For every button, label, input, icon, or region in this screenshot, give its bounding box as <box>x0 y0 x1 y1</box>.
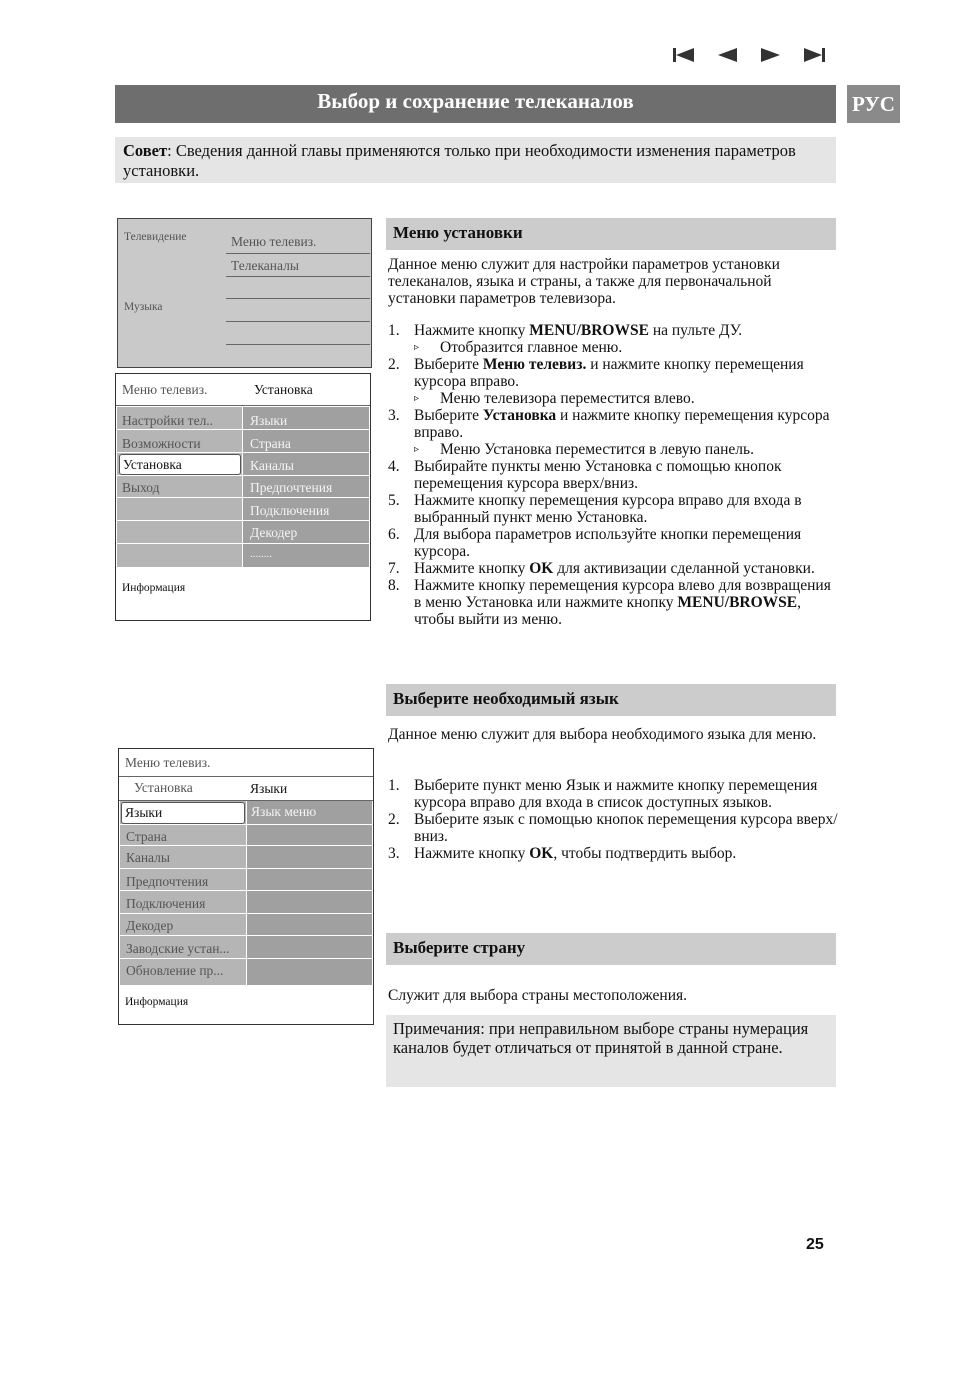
step-number: 2. <box>388 811 400 828</box>
section-intro: Данное меню служит для выбора необходимого языка для меню. <box>388 726 817 743</box>
step-text: Нажмите кнопку <box>414 845 530 862</box>
step-text: для активизации сделанной установки. <box>553 560 815 577</box>
step-item <box>388 777 838 811</box>
note-text: Примечания: при неправильном выборе страны нумерация каналов будет отличаться от принятой в данной стране. <box>393 1019 809 1057</box>
step-text: Нажмите кнопку перемещения курсора влево для возвращения в меню Установка или нажмите кнопку <box>414 577 831 611</box>
row-divider <box>117 452 369 453</box>
previous-icon[interactable] <box>716 44 740 66</box>
step-text: на пульте ДУ. <box>648 322 743 339</box>
step-number: 8. <box>388 577 400 594</box>
row-divider <box>120 958 372 959</box>
tip-body: : Сведения данной главы применяются только при необходимости изменения параметров установки. <box>123 141 796 180</box>
step-bold-text: MENU/BROWSE <box>529 322 649 339</box>
tip-text <box>123 141 823 181</box>
menu-header-tv-menu: Меню телевиз. <box>122 382 208 397</box>
menu-item-tv-settings[interactable]: Настройки тел.. <box>122 413 214 428</box>
section-intro: Служит для выбора страны местоположения. <box>388 987 688 1004</box>
submenu-item-preferences[interactable]: Предпочтения <box>250 480 333 495</box>
menu-item-tv-menu: Меню телевиз. <box>231 234 317 249</box>
step-item <box>388 560 838 577</box>
language-steps-list <box>388 777 838 862</box>
menu-item-music: Музыка <box>124 301 163 313</box>
result-arrow-icon: ▹ <box>414 444 420 455</box>
step-result <box>414 441 838 458</box>
submenu-item-channels[interactable]: Каналы <box>250 458 294 473</box>
step-result-text: Меню телевизора переместится влево. <box>440 390 695 407</box>
menu-header-setup: Установка <box>254 382 313 397</box>
section-header-country <box>386 933 836 965</box>
menu-info: Информация <box>122 582 186 594</box>
result-arrow-icon: ▹ <box>414 342 420 353</box>
row-divider <box>117 520 369 521</box>
title-bar <box>115 85 836 123</box>
submenu-item-country[interactable]: Страна <box>250 436 291 451</box>
step-item <box>388 492 838 526</box>
section-title: Выберите необходимый язык <box>393 689 619 708</box>
step-text: Нажмите кнопку перемещения курсора вправо для входа в выбранный пункт меню Установка. <box>414 492 802 526</box>
menu-info: Информация <box>125 996 189 1008</box>
divider <box>119 776 373 777</box>
tip-label: Совет <box>123 141 168 160</box>
page-navigation <box>668 44 830 68</box>
result-arrow-icon: ▹ <box>414 393 420 404</box>
menu-item-software-update[interactable]: Обновление пр... <box>126 963 224 978</box>
step-text: Выберите язык с помощью кнопок перемещения курсора вверх/вниз. <box>414 811 838 845</box>
tv-menu-screen-main <box>117 218 372 368</box>
menu-item-country[interactable]: Страна <box>126 829 167 844</box>
menu-header-setup: Установка <box>134 780 193 795</box>
row-divider <box>120 824 372 825</box>
step-bold-text: MENU/BROWSE <box>677 594 798 611</box>
step-number: 5. <box>388 492 400 509</box>
section-header-setup-menu <box>386 218 836 250</box>
step-item <box>388 458 838 492</box>
step-number: 3. <box>388 407 400 424</box>
next-icon[interactable] <box>758 44 782 66</box>
step-item <box>388 526 838 560</box>
step-item <box>388 811 838 845</box>
step-text: Для выбора параметров используйте кнопки перемещения курсора. <box>414 526 802 560</box>
divider <box>226 253 370 254</box>
step-bold-text: Установка <box>482 407 557 424</box>
submenu-item-languages[interactable]: Языки <box>250 413 288 428</box>
step-text: , чтобы выйти из меню. <box>414 594 801 628</box>
divider <box>116 405 370 406</box>
step-number: 1. <box>388 777 400 794</box>
page-title: Выбор и сохранение телеканалов <box>317 89 634 113</box>
submenu-item-decoder[interactable]: Декодер <box>250 525 298 540</box>
menu-item-channels: Телеканалы <box>231 258 299 273</box>
tv-menu-screen-languages <box>118 748 374 1025</box>
step-number: 6. <box>388 526 400 543</box>
submenu-item-connections[interactable]: Подключения <box>250 503 330 518</box>
menu-item-features[interactable]: Возможности <box>122 436 201 451</box>
row-divider <box>120 845 372 846</box>
step-number: 7. <box>388 560 400 577</box>
menu-header-tv-menu: Меню телевиз. <box>125 755 211 770</box>
menu-item-factory-settings[interactable]: Заводские устан... <box>126 941 230 956</box>
step-text: Выберите <box>414 356 483 373</box>
row-divider <box>120 890 372 891</box>
skip-to-start-icon[interactable] <box>672 44 696 66</box>
row-divider <box>120 913 372 914</box>
row-divider <box>117 475 369 476</box>
step-text: Нажмите кнопку <box>414 322 530 339</box>
row-divider <box>120 868 372 869</box>
menu-header-languages: Языки <box>250 781 288 796</box>
language-badge: РУС <box>847 85 900 123</box>
divider <box>226 344 370 345</box>
section-title: Меню установки <box>393 223 523 242</box>
menu-item-decoder[interactable]: Декодер <box>126 918 174 933</box>
step-text: и нажмите кнопку перемещения курсора вправо. <box>414 356 804 390</box>
step-bold-text: OK <box>529 560 554 577</box>
setup-steps-list <box>388 322 838 628</box>
menu-item-exit[interactable]: Выход <box>122 480 160 495</box>
step-result <box>414 390 838 407</box>
row-divider <box>117 429 369 430</box>
step-item <box>388 407 838 458</box>
page-number: 25 <box>806 1236 824 1253</box>
tv-menu-screen-setup <box>115 373 371 621</box>
step-text: и нажмите кнопку перемещения курсора вправо. <box>414 407 830 441</box>
step-number: 4. <box>388 458 400 475</box>
section-title: Выберите страну <box>393 938 526 957</box>
step-bold-text: Меню телевиз. <box>482 356 587 373</box>
step-result <box>414 339 838 356</box>
step-item <box>388 577 838 628</box>
skip-to-end-icon[interactable] <box>802 44 826 66</box>
step-result-text: Отобразится главное меню. <box>440 339 623 356</box>
step-text: , чтобы подтвердить выбор. <box>553 845 737 862</box>
menu-item-languages-selected[interactable]: Языки <box>121 802 245 824</box>
step-text: Выбирайте пункты меню Установка с помощью кнопок перемещения курсора вверх/вниз. <box>414 458 782 492</box>
step-bold-text: OK <box>529 845 554 862</box>
tip-box <box>115 137 836 183</box>
menu-item-channels[interactable]: Каналы <box>126 850 170 865</box>
section-header-language <box>386 684 836 716</box>
menu-item-setup-selected[interactable]: Установка <box>119 454 241 475</box>
submenu-item-more[interactable]: ........ <box>250 548 272 560</box>
step-item <box>388 845 838 862</box>
divider <box>226 321 370 322</box>
step-item <box>388 356 838 407</box>
menu-item-television: Телевидение <box>124 231 187 243</box>
step-item <box>388 322 838 356</box>
menu-item-preferences[interactable]: Предпочтения <box>126 874 209 889</box>
divider <box>226 298 370 299</box>
menu-item-connections[interactable]: Подключения <box>126 896 206 911</box>
row-divider <box>120 935 372 936</box>
step-text: Нажмите кнопку <box>414 560 530 577</box>
step-text: Выберите <box>414 407 483 424</box>
step-result-text: Меню Установка переместится в левую панель. <box>440 441 754 458</box>
step-number: 1. <box>388 322 400 339</box>
step-number: 2. <box>388 356 400 373</box>
row-divider <box>117 497 369 498</box>
divider <box>226 276 370 277</box>
submenu-item-menu-language[interactable]: Язык меню <box>251 804 317 819</box>
section-intro: Данное меню служит для настройки параметров установки телеканалов, языка и страны, а также для первоначальной установки параметров телевизора. <box>388 256 780 307</box>
row-divider <box>117 543 369 544</box>
note-box <box>386 1015 836 1087</box>
step-number: 3. <box>388 845 400 862</box>
step-text: Выберите пункт меню Язык и нажмите кнопку перемещения курсора вправо для входа в список доступных языков. <box>414 777 818 811</box>
